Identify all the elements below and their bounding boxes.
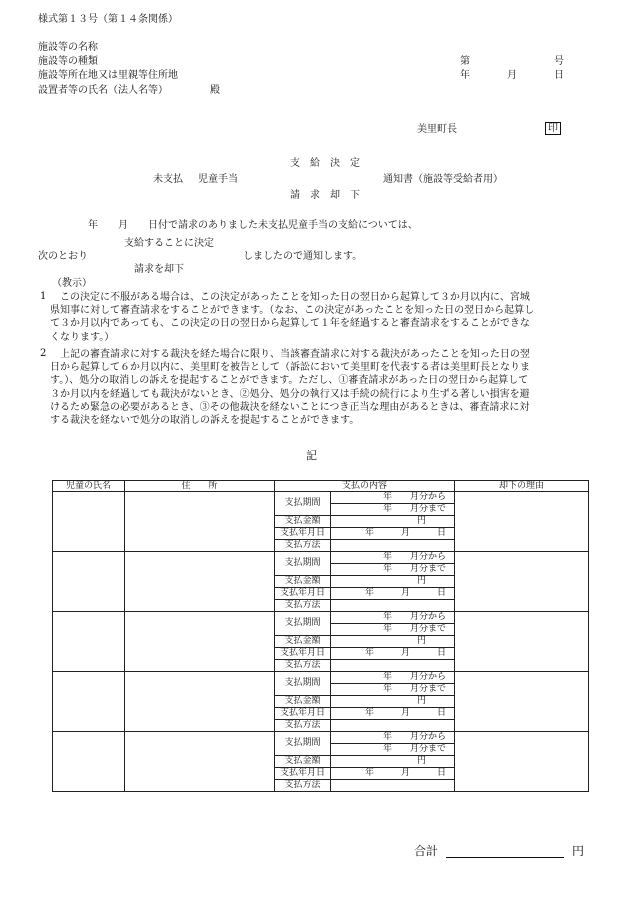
row-label-date: 支払年月日 xyxy=(275,528,331,540)
payment-date: 年 月 日 xyxy=(331,588,455,600)
title-notice: 通知書（施設等受給者用） xyxy=(383,174,503,185)
number-suffix: 号 xyxy=(554,56,564,67)
notice-item1-number: 1 xyxy=(40,291,47,302)
title-unpaid: 未支払 xyxy=(153,174,183,185)
row-label-amount: 支払金額 xyxy=(275,516,331,528)
notice-item2-line: する裁決を経ないで処分の取消しの訴えを提起することができます。 xyxy=(50,415,360,427)
intro-line: 年 月 日付で請求のありました未支払児童手当の支給については、 xyxy=(88,220,418,231)
row-label-method: 支払方法 xyxy=(275,780,331,792)
facility-address-label: 施設等所在地又は里親等住所地 xyxy=(38,70,178,81)
period-from: 年 月分から xyxy=(331,732,455,744)
child-name-cell[interactable] xyxy=(53,612,125,672)
period-from: 年 月分から xyxy=(331,492,455,504)
title-option-decision: 支 給 決 定 xyxy=(290,158,360,169)
row-label-date: 支払年月日 xyxy=(275,708,331,720)
payment-record-table xyxy=(52,480,589,792)
reject-reason-cell[interactable] xyxy=(455,552,589,612)
title-option-reject: 請 求 却 下 xyxy=(290,190,360,201)
notice-item2-line: ３か月以内を経過しても裁決がないとき、②処分、処分の執行又は手続の続行により生ずる著しい損害を避 xyxy=(50,388,530,400)
period-to: 年 月分まで xyxy=(331,744,455,756)
payment-method-cell[interactable] xyxy=(331,600,455,612)
founder-label: 設置者等の氏名（法人名等） xyxy=(38,85,168,96)
amount-unit: 円 xyxy=(331,576,455,588)
facility-type-label: 施設等の種類 xyxy=(38,56,98,67)
column-header-address: 住 所 xyxy=(125,481,275,492)
payment-method-cell[interactable] xyxy=(331,660,455,672)
table-row xyxy=(53,552,589,564)
period-from: 年 月分から xyxy=(331,672,455,684)
reject-reason-cell[interactable] xyxy=(455,732,589,792)
column-header-payment-details: 支払の内容 xyxy=(275,481,455,492)
notice-item2 xyxy=(50,348,600,427)
table-row xyxy=(53,732,589,744)
total-amount-line xyxy=(446,857,564,858)
row-label-method: 支払方法 xyxy=(275,720,331,732)
intro-tail: しましたので通知します。 xyxy=(243,251,363,262)
notice-item2-line: 日から起算して６か月以内に、美里町を被告として（訴訟において美里町を代表する者は美里町長となりま xyxy=(50,362,530,374)
period-to: 年 月分まで xyxy=(331,624,455,636)
period-from: 年 月分から xyxy=(331,612,455,624)
record-heading: 記 xyxy=(306,449,317,462)
row-label-date: 支払年月日 xyxy=(275,588,331,600)
row-label-date: 支払年月日 xyxy=(275,648,331,660)
number-prefix: 第 xyxy=(460,56,470,67)
amount-unit: 円 xyxy=(331,756,455,768)
notice-item1-line: 県知事に対して審査請求をすることができます。（なお、この決定があったことを知った日の翌日から起算し xyxy=(50,305,535,317)
row-label-amount: 支払金額 xyxy=(275,636,331,648)
reject-reason-cell[interactable] xyxy=(455,492,589,552)
period-to: 年 月分まで xyxy=(331,564,455,576)
address-cell[interactable] xyxy=(125,612,275,672)
payment-method-cell[interactable] xyxy=(331,780,455,792)
row-label-date: 支払年月日 xyxy=(275,768,331,780)
row-label-amount: 支払金額 xyxy=(275,756,331,768)
amount-unit: 円 xyxy=(331,696,455,708)
row-label-method: 支払方法 xyxy=(275,540,331,552)
seal-text: 印 xyxy=(545,122,561,135)
total-unit: 円 xyxy=(572,844,585,858)
date-month: 月 xyxy=(507,70,517,81)
notice-item1-line: この決定に不服がある場合は、この決定があったことを知った日の翌日から起算して３か月以内に、宮城 xyxy=(60,292,530,303)
payment-method-cell[interactable] xyxy=(331,540,455,552)
row-label-period: 支払期間 xyxy=(275,552,331,576)
column-header-reject-reason: 却下の理由 xyxy=(455,481,589,492)
child-name-cell[interactable] xyxy=(53,732,125,792)
issuer: 美里町長 xyxy=(417,124,457,135)
intro-option-reject: 請求を却下 xyxy=(134,264,184,275)
row-label-amount: 支払金額 xyxy=(275,696,331,708)
table-row xyxy=(53,612,589,624)
notice-item2-line: けるため緊急の必要があるとき、③その他裁決を経ないことにつき正当な理由があるときは、審査請求に対 xyxy=(50,401,530,413)
row-label-method: 支払方法 xyxy=(275,600,331,612)
notice-item1-line: くなります。） xyxy=(50,331,115,343)
amount-unit: 円 xyxy=(331,516,455,528)
intro-option-pay: 支給することに決定 xyxy=(124,238,214,249)
notice-item2-line: 上記の審査請求に対する裁決を経た場合に限り、当該審査請求に対する裁決があったことを知った日の翌 xyxy=(60,349,530,360)
date-day: 日 xyxy=(554,70,564,81)
payment-method-cell[interactable] xyxy=(331,720,455,732)
seal-mark xyxy=(545,123,561,135)
table-row xyxy=(53,672,589,684)
facility-name-label: 施設等の名称 xyxy=(38,42,98,53)
address-cell[interactable] xyxy=(125,552,275,612)
intro-lead: 次のとおり xyxy=(38,251,88,262)
reject-reason-cell[interactable] xyxy=(455,672,589,732)
reject-reason-cell[interactable] xyxy=(455,612,589,672)
honorific: 殿 xyxy=(210,85,220,96)
child-name-cell[interactable] xyxy=(53,492,125,552)
form-number: 様式第１３号（第１４条関係） xyxy=(38,14,178,25)
total-label: 合計 xyxy=(414,844,439,858)
notice-heading: （教示） xyxy=(52,278,92,289)
period-to: 年 月分まで xyxy=(331,684,455,696)
notice-item1 xyxy=(50,291,600,344)
row-label-method: 支払方法 xyxy=(275,660,331,672)
address-cell[interactable] xyxy=(125,492,275,552)
child-name-cell[interactable] xyxy=(53,672,125,732)
row-label-period: 支払期間 xyxy=(275,732,331,756)
payment-date: 年 月 日 xyxy=(331,648,455,660)
notice-item1-line: て３か月以内であっても、この決定の日の翌日から起算して１年を経過すると審査請求をすることができな xyxy=(50,318,530,330)
notice-item2-number: 2 xyxy=(40,348,47,359)
row-label-period: 支払期間 xyxy=(275,612,331,636)
amount-unit: 円 xyxy=(331,636,455,648)
table-row xyxy=(53,492,589,504)
period-to: 年 月分まで xyxy=(331,504,455,516)
period-from: 年 月分から xyxy=(331,552,455,564)
row-label-period: 支払期間 xyxy=(275,492,331,516)
address-cell[interactable] xyxy=(125,672,275,732)
row-label-period: 支払期間 xyxy=(275,672,331,696)
payment-date: 年 月 日 xyxy=(331,528,455,540)
date-year: 年 xyxy=(460,70,470,81)
address-cell[interactable] xyxy=(125,732,275,792)
column-header-child-name: 児童の氏名 xyxy=(53,481,125,492)
payment-date: 年 月 日 xyxy=(331,768,455,780)
child-name-cell[interactable] xyxy=(53,552,125,612)
payment-date: 年 月 日 xyxy=(331,708,455,720)
notice-item2-line: す。）、処分の取消しの訴えを提起することができます。ただし、①審査請求があった日の翌日から起算して xyxy=(50,375,529,387)
row-label-amount: 支払金額 xyxy=(275,576,331,588)
table-header-row xyxy=(53,481,589,492)
title-allowance: 児童手当 xyxy=(198,174,238,185)
